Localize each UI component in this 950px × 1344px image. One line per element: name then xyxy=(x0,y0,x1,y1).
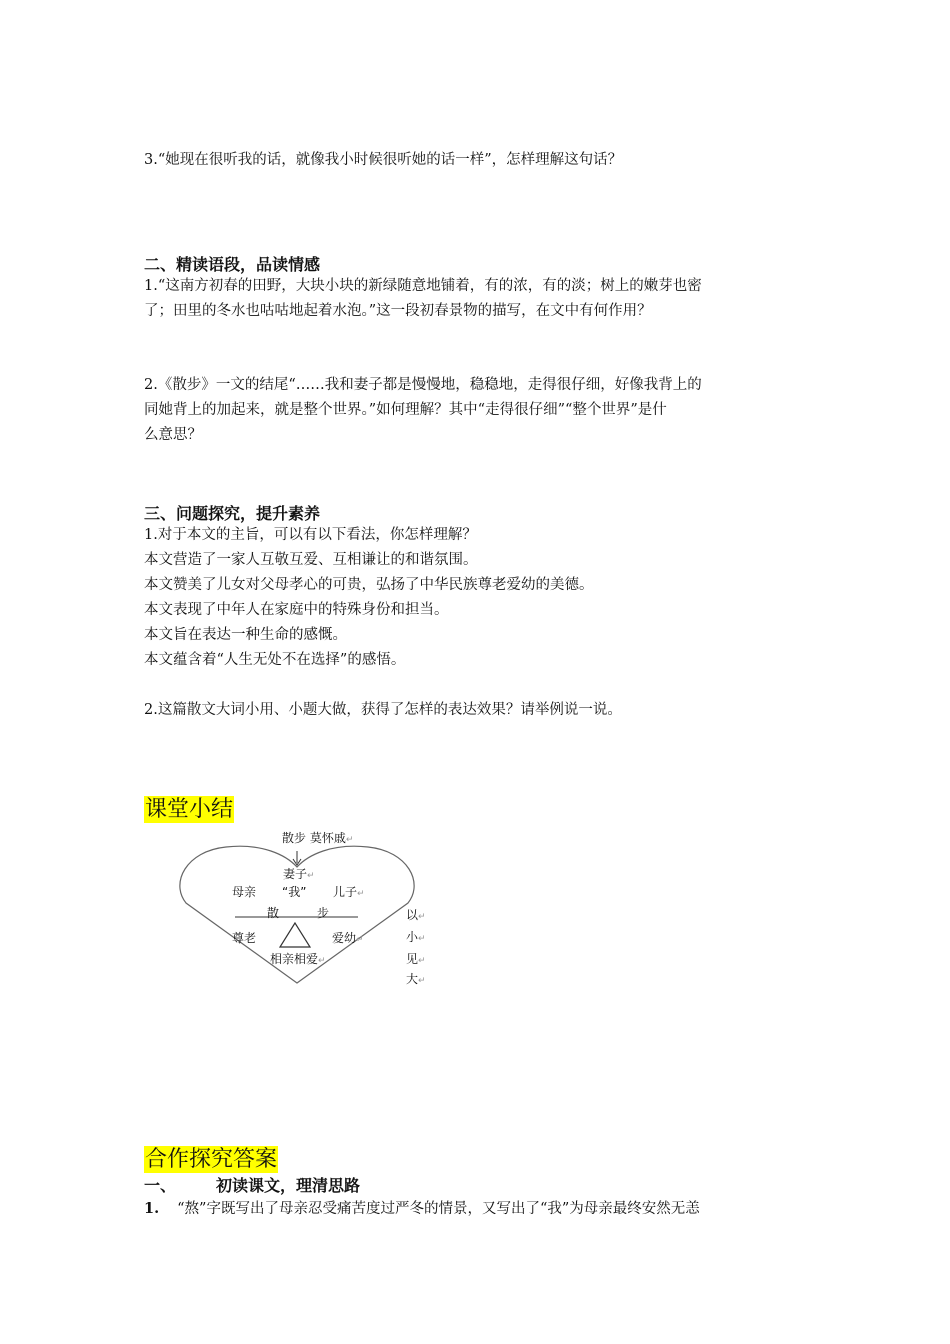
section-3-view: 本文表现了中年人在家庭中的特殊身份和担当。 xyxy=(144,602,449,618)
section-3-q1: 1.对于本文的主旨，可以有以下看法，你怎样理解？ xyxy=(144,527,477,543)
diagram-side-char: 以↵ xyxy=(406,908,426,922)
answer-1-number: 1. xyxy=(144,1200,160,1217)
answers-heading: 合作探究答案 xyxy=(145,1147,278,1172)
diagram-son: 儿子↵ xyxy=(333,885,365,899)
diagram-side-char: 小↵ xyxy=(406,930,426,944)
diagram-respect-old: 尊老 xyxy=(232,931,257,945)
diagram-side-char: 见↵ xyxy=(406,952,426,966)
diagram-walk-right: 步 xyxy=(317,906,330,920)
section-3-view: 本文赞美了儿女对父母孝心的可贵，弘扬了中华民族尊老爱幼的美德。 xyxy=(144,577,594,593)
diagram-walk-left: 散 xyxy=(267,906,280,920)
answers-subheading: 一、 初读课文，理清思路 xyxy=(144,1176,361,1195)
diagram-bond: 相亲相爱↵ xyxy=(270,952,326,966)
diagram-me: “我” xyxy=(282,885,307,899)
diagram-mother: 母亲 xyxy=(232,885,257,899)
section-3-q2: 2.这篇散文大词小用、小题大做，获得了怎样的表达效果？请举例说一说。 xyxy=(144,702,622,718)
section-2-q2-line1: 2.《散步》一文的结尾“……我和妻子都是慢慢地，稳稳地，走得很仔细，好像我背上的 xyxy=(144,377,702,393)
diagram-side-char: 大↵ xyxy=(406,972,426,986)
diagram-title: 散步 莫怀戚↵ xyxy=(282,831,354,845)
answer-1: 1. “熬”字既写出了母亲忍受痛苦度过严冬的情景，又写出了“我”为母亲最终安然无恙 xyxy=(144,1200,700,1217)
section-2-q1-line2: 了；田里的冬水也咕咕地起着水泡。”这一段初春景物的描写，在文中有何作用？ xyxy=(144,303,652,319)
summary-heading: 课堂小结 xyxy=(145,797,234,822)
diagram-wife: 妻子↵ xyxy=(283,867,315,881)
section-3-view: 本文营造了一家人互敬互爱、互相谦让的和谐氛围。 xyxy=(144,552,478,568)
section-3-view: 本文旨在表达一种生命的感慨。 xyxy=(144,627,347,643)
section-3-heading: 三、问题探究，提升素养 xyxy=(144,504,321,523)
section-2-heading: 二、精读语段，品读情感 xyxy=(144,255,321,274)
section-2-q2-line3: 么意思？ xyxy=(144,427,202,443)
section-3-view: 本文蕴含着“人生无处不在选择”的感悟。 xyxy=(144,652,406,668)
section-2-q2-line2: 同她背上的加起来，就是整个世界。”如何理解？其中“走得很仔细”“整个世界”是什 xyxy=(144,402,667,418)
question-3: 3.“她现在很听我的话，就像我小时候很听她的话一样”，怎样理解这句话？ xyxy=(144,152,623,168)
diagram-love-young: 爱幼↵ xyxy=(332,931,364,945)
section-2-q1-line1: 1.“这南方初春的田野，大块小块的新绿随意地铺着，有的浓，有的淡；树上的嫩芽也密 xyxy=(144,278,702,294)
balance-triangle xyxy=(280,923,310,947)
